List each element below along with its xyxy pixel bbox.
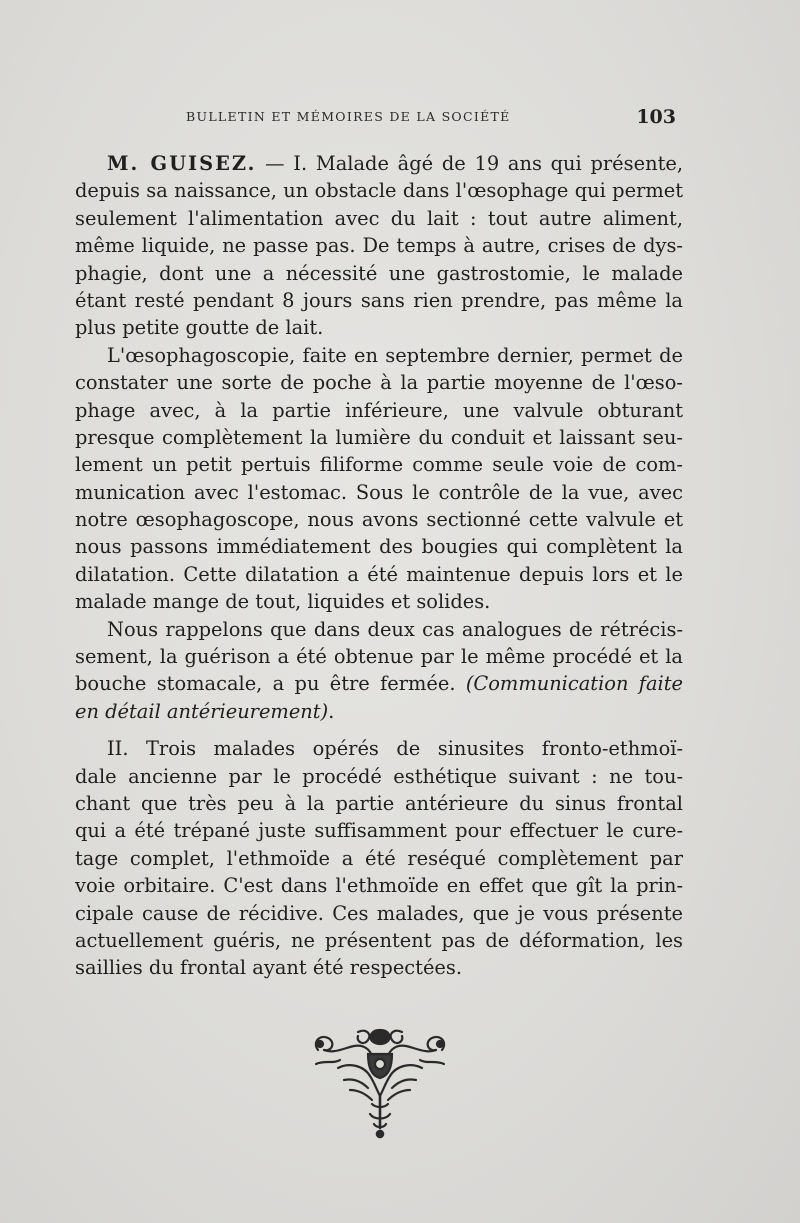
body-text xyxy=(75,150,683,982)
text-line: dale ancienne par le procédé esthétique suivant : ne tou- xyxy=(75,764,683,788)
text-line: chant que très peu à la partie antérieure du sinus frontal xyxy=(75,791,683,815)
text-line: presque complètement la lumière du conduit et laissant seu- xyxy=(75,425,683,449)
text-line: nous passons immédiatement des bougies qui complètent la xyxy=(75,535,683,559)
text-line: sement, la guérison a été obtenue par le même procédé et la xyxy=(75,645,683,669)
text-line: constater une sorte de poche à la partie moyenne de l'œso- xyxy=(75,371,683,395)
text-line: Nous rappelons que dans deux cas analogues de rétrécis- xyxy=(107,617,683,641)
text-line: notre œsophagoscope, nous avons sectionné cette valvule et xyxy=(75,508,683,532)
text-line: actuellement guéris, ne présentent pas de déformation, les xyxy=(75,928,683,952)
text-line: L'œsophagoscopie, faite en septembre dernier, permet de xyxy=(107,343,683,367)
text-line: étant resté pendant 8 jours sans rien prendre, pas même la xyxy=(75,288,683,312)
text-line: lement un petit pertuis filiforme comme seule voie de com- xyxy=(75,453,683,477)
paragraph-1-line-1 xyxy=(75,150,683,177)
text-line: saillies du frontal ayant été respectées. xyxy=(75,956,463,980)
text-line: même liquide, ne passe pas. De temps à autre, crises de dys- xyxy=(75,234,683,258)
communication-note: (Communication faite xyxy=(465,672,683,696)
paragraph-1-line-1-rest: — I. Malade âgé de 19 ans qui présente, xyxy=(256,152,683,175)
text-line: II. Trois malades opérés de sinusites fronto-ethmoï- xyxy=(107,737,683,761)
paragraph-3-line-3-roman: bouche stomacale, a pu être fermée. xyxy=(75,672,466,696)
floral-tailpiece-icon xyxy=(310,1024,450,1140)
running-title: BULLETIN ET MÉMOIRES DE LA SOCIÉTÉ xyxy=(186,109,511,124)
text-line: depuis sa naissance, un obstacle dans l'œsophage qui permet xyxy=(75,179,683,203)
text-line: phagie, dont une a nécessité une gastrostomie, le malade xyxy=(75,261,683,285)
text-line: seulement l'alimentation avec du lait : tout autre aliment, xyxy=(75,206,683,230)
text-line: voie orbitaire. C'est dans l'ethmoïde en effet que gît la prin- xyxy=(75,874,683,898)
text-line: malade mange de tout, liquides et solides. xyxy=(75,590,491,614)
paragraph-3-line-4 xyxy=(75,698,683,725)
page-number: 103 xyxy=(636,106,676,128)
text-line: phage avec, à la partie inférieure, une valvule obturant xyxy=(75,398,683,422)
running-head xyxy=(186,106,676,128)
text-line: qui a été trépané juste suffisamment pour effectuer le cure- xyxy=(75,819,683,843)
paragraph-gap xyxy=(75,725,683,735)
text-line: dilatation. Cette dilatation a été maintenue depuis lors et le xyxy=(75,562,683,586)
paragraph-3-line-3 xyxy=(75,670,683,697)
paragraph-3-line-4-end: . xyxy=(328,699,335,723)
text-line: cipale cause de récidive. Ces malades, que je vous présente xyxy=(75,901,683,925)
text-line: plus petite goutte de lait. xyxy=(75,316,324,340)
speaker-name: M. GUISEZ. xyxy=(107,152,257,175)
text-line: munication avec l'estomac. Sous le contrôle de la vue, avec xyxy=(75,480,683,504)
text-line: tage complet, l'ethmoïde a été reséqué complètement par xyxy=(75,846,683,870)
communication-note-end: en détail antérieurement) xyxy=(75,699,329,723)
